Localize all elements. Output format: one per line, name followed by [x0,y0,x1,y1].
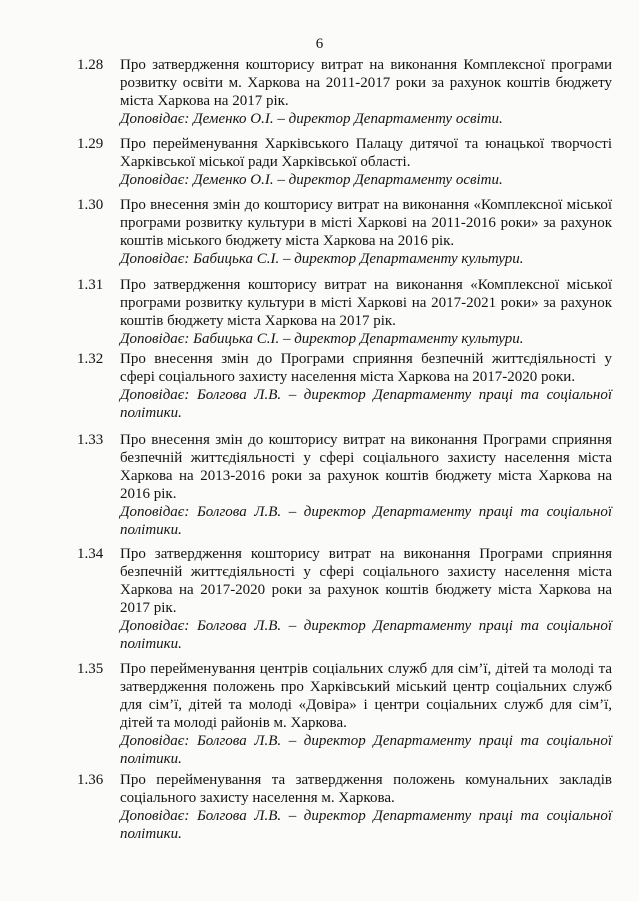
item-speaker: Доповідає: Болгова Л.В. – директор Департаменту праці та соціальної політики. [120,733,612,767]
item-body [120,545,612,653]
item-body [120,431,612,539]
item-speaker: Доповідає: Бабицька С.І. – директор Департаменту культури. [120,251,524,267]
item-title: Про перейменування та затвердження положень комунальних закладів соціального захисту населення м. Харкова. [120,772,612,806]
item-number: 1.29 [77,136,104,152]
item-body [120,135,612,189]
item-speaker: Доповідає: Болгова Л.В. – директор Департаменту праці та соціальної політики. [120,504,612,538]
item-number: 1.36 [77,772,104,788]
item-number: 1.34 [77,546,104,562]
item-number: 1.33 [77,432,104,448]
item-title: Про внесення змін до кошторису витрат на виконання «Комплексної міської програми розвитку культури в місті Харкові на 2011-2016 роки» за рахунок коштів міського бюджету міста Харкова на 2016 рік. [120,197,612,249]
item-title: Про затвердження кошторису витрат на виконання Комплексної програми розвитку освіти м. Харкова на 2011-2017 роки за рахунок коштів бюджету міста Харкова на 2017 рік. [120,57,612,109]
item-body [120,196,612,268]
item-speaker: Доповідає: Болгова Л.В. – директор Департаменту праці та соціальної політики. [120,387,612,421]
item-speaker: Доповідає: Деменко О.І. – директор Департаменту освіти. [120,111,503,127]
item-body [120,350,612,422]
item-title: Про внесення змін до Програми сприяння безпечній життєдіяльності у сфері соціального захисту населення міста Харкова на 2017-2020 роки. [120,351,612,385]
item-speaker: Доповідає: Деменко О.І. – директор Департаменту освіти. [120,172,503,188]
item-number: 1.30 [77,197,104,213]
item-title: Про перейменування Харківського Палацу дитячої та юнацької творчості Харківської міської ради Харківської області. [120,136,612,170]
item-title: Про затвердження кошторису витрат на виконання Програми сприяння безпечній життєдіяльності у сфері соціального захисту населення міста Харкова на 2017-2020 роки за рахунок коштів бюджету міста Харкова на 2017 рік. [120,546,612,616]
page-number: 6 [315,36,324,52]
item-number: 1.31 [77,277,104,293]
item-body [120,276,612,348]
item-body [120,660,612,768]
item-number: 1.32 [77,351,104,367]
item-title: Про внесення змін до кошторису витрат на виконання Програми сприяння безпечній життєдіяльності у сфері соціального захисту населення міста Харкова на 2013-2016 роки за рахунок коштів бюджету міста Харкова на 2016 рік. [120,432,612,502]
item-title: Про затвердження кошторису витрат на виконання «Комплексної міської програми розвитку культури в місті Харкові на 2017-2021 роки» за рахунок коштів бюджету міста Харкова на 2017 рік. [120,277,612,329]
item-number: 1.35 [77,661,104,677]
item-speaker: Доповідає: Болгова Л.В. – директор Департаменту праці та соціальної політики. [120,618,612,652]
item-body [120,771,612,843]
item-speaker: Доповідає: Болгова Л.В. – директор Департаменту праці та соціальної політики. [120,808,612,842]
item-title: Про перейменування центрів соціальних служб для сім’ї, дітей та молоді та затвердження положень про Харківський міський центр соціальних служб для сім’ї, дітей та молоді «Довіра» і центри соціальних служб для сім’ї, дітей та молоді районів м. Харкова. [120,661,612,731]
item-body [120,56,612,128]
item-speaker: Доповідає: Бабицька С.І. – директор Департаменту культури. [120,331,524,347]
item-number: 1.28 [77,57,104,73]
